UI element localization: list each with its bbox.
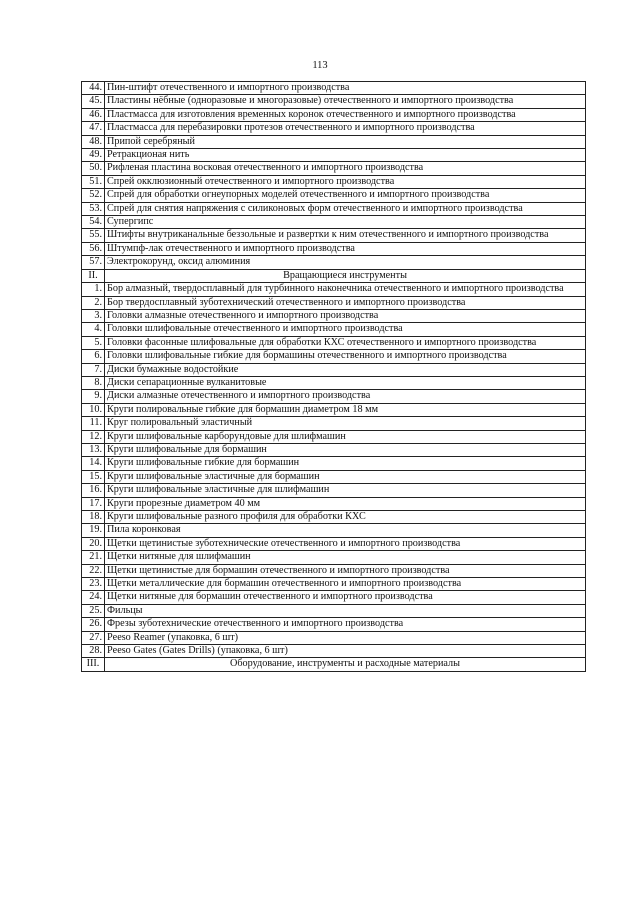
table-row (82, 511, 586, 524)
row-text: Щетки нитяные для шлифмашин (105, 551, 586, 564)
row-number: 48. (82, 135, 105, 148)
table-row (82, 256, 586, 269)
row-number: 18. (82, 511, 105, 524)
table-row (82, 430, 586, 443)
row-number: 49. (82, 149, 105, 162)
table-row (82, 376, 586, 389)
row-number: 28. (82, 645, 105, 658)
table-row (82, 591, 586, 604)
table-row (82, 604, 586, 617)
row-text: Пила коронковая (105, 524, 586, 537)
row-number: 51. (82, 175, 105, 188)
row-text: Диски бумажные водостойкие (105, 363, 586, 376)
table-row (82, 470, 586, 483)
table-row (82, 122, 586, 135)
row-number: 3. (82, 309, 105, 322)
row-text: Диски сепарационные вулканитовые (105, 376, 586, 389)
table-row (82, 202, 586, 215)
row-text: Спрей для обработки огнеупорных моделей отечественного и импортного производства (105, 189, 586, 202)
section-title: Оборудование, инструменты и расходные материалы (105, 658, 586, 671)
table-row (82, 390, 586, 403)
row-number: 15. (82, 470, 105, 483)
row-text: Головки шлифовальные отечественного и импортного производства (105, 323, 586, 336)
table-row (82, 229, 586, 242)
table-row (82, 350, 586, 363)
row-text: Супергипс (105, 216, 586, 229)
row-number: 5. (82, 336, 105, 349)
table-row (82, 336, 586, 349)
materials-table (81, 81, 586, 672)
row-number: 25. (82, 604, 105, 617)
row-number: 23. (82, 578, 105, 591)
row-number: 14. (82, 457, 105, 470)
page-number: 113 (312, 60, 328, 71)
row-number: 44. (82, 82, 105, 95)
row-number: 22. (82, 564, 105, 577)
row-text: Электрокорунд, оксид алюминия (105, 256, 586, 269)
row-text: Peeso Reamer (упаковка, 6 шт) (105, 631, 586, 644)
row-text: Штумпф-лак отечественного и импортного производства (105, 242, 586, 255)
table-row (82, 135, 586, 148)
table-row (82, 296, 586, 309)
row-text: Пин-штифт отечественного и импортного производства (105, 82, 586, 95)
row-number: 9. (82, 390, 105, 403)
table-row (82, 363, 586, 376)
row-text: Головки фасонные шлифовальные для обработки КХС отечественного и импортного производства (105, 336, 586, 349)
row-text: Пластмасса для перебазировки протезов отечественного и импортного производства (105, 122, 586, 135)
row-text: Припой серебряный (105, 135, 586, 148)
row-number: 16. (82, 484, 105, 497)
row-number: 20. (82, 537, 105, 550)
row-text: Круги шлифовальные эластичные для бормашин (105, 470, 586, 483)
table-row (82, 95, 586, 108)
table-row (82, 443, 586, 456)
row-number: 47. (82, 122, 105, 135)
row-text: Круги прорезные диаметром 40 мм (105, 497, 586, 510)
table-row (82, 175, 586, 188)
row-number: 52. (82, 189, 105, 202)
table-row (82, 149, 586, 162)
row-text: Щетки нитяные для бормашин отечественного и импортного производства (105, 591, 586, 604)
row-number: 10. (82, 403, 105, 416)
row-number: 1. (82, 283, 105, 296)
table-row (82, 216, 586, 229)
row-number: 27. (82, 631, 105, 644)
row-text: Щетки щетинистые для бормашин отечественного и импортного производства (105, 564, 586, 577)
row-number: 53. (82, 202, 105, 215)
row-text: Диски алмазные отечественного и импортного производства (105, 390, 586, 403)
table-row (82, 551, 586, 564)
row-number: 6. (82, 350, 105, 363)
section-title: Вращающиеся инструменты (105, 269, 586, 282)
table-row (82, 484, 586, 497)
table-row (82, 537, 586, 550)
row-number: 21. (82, 551, 105, 564)
row-text: Бор твердосплавный зуботехнический отечественного и импортного производства (105, 296, 586, 309)
row-text: Фрезы зуботехнические отечественного и импортного производства (105, 618, 586, 631)
row-text: Круги шлифовальные для бормашин (105, 443, 586, 456)
row-text: Пластины нёбные (одноразовые и многоразовые) отечественного и импортного производства (105, 95, 586, 108)
table-row (82, 189, 586, 202)
row-text: Круги шлифовальные карборундовые для шлифмашин (105, 430, 586, 443)
table-row (82, 283, 586, 296)
row-text: Штифты внутриканальные беззольные и развертки к ним отечественного и импортного производства (105, 229, 586, 242)
row-text: Круг полировальный эластичный (105, 417, 586, 430)
table-row (82, 323, 586, 336)
section-row (82, 269, 586, 282)
row-number: 46. (82, 108, 105, 121)
row-text: Щетки щетинистые зуботехнические отечественного и импортного производства (105, 537, 586, 550)
row-number: II. (82, 269, 105, 282)
row-text: Щетки металлические для бормашин отечественного и импортного производства (105, 578, 586, 591)
row-number: 8. (82, 376, 105, 389)
table-row (82, 631, 586, 644)
table-row (82, 645, 586, 658)
table-row (82, 497, 586, 510)
table-row (82, 82, 586, 95)
table-row (82, 242, 586, 255)
table-body (82, 82, 586, 672)
row-text: Пластмасса для изготовления временных коронок отечественного и импортного производства (105, 108, 586, 121)
table-row (82, 524, 586, 537)
row-number: 24. (82, 591, 105, 604)
row-number: 57. (82, 256, 105, 269)
table-row (82, 578, 586, 591)
row-number: 26. (82, 618, 105, 631)
row-text: Круги полировальные гибкие для бормашин диаметром 18 мм (105, 403, 586, 416)
row-number: 17. (82, 497, 105, 510)
row-text: Рифленая пластина восковая отечественного и импортного производства (105, 162, 586, 175)
row-number: 55. (82, 229, 105, 242)
table-row (82, 309, 586, 322)
table-row (82, 162, 586, 175)
row-text: Спрей для снятия напряжения с силиконовых форм отечественного и импортного производства (105, 202, 586, 215)
table-row (82, 417, 586, 430)
row-number: III. (82, 658, 105, 671)
row-number: 13. (82, 443, 105, 456)
row-text: Peeso Gates (Gates Drills) (упаковка, 6 шт) (105, 645, 586, 658)
table-row (82, 618, 586, 631)
table-row (82, 108, 586, 121)
row-number: 2. (82, 296, 105, 309)
row-text: Круги шлифовальные эластичные для шлифмашин (105, 484, 586, 497)
row-text: Бор алмазный, твердосплавный для турбинного наконечника отечественного и импортного производства (105, 283, 586, 296)
row-number: 4. (82, 323, 105, 336)
row-number: 12. (82, 430, 105, 443)
section-row (82, 658, 586, 671)
row-number: 45. (82, 95, 105, 108)
table-row (82, 403, 586, 416)
row-text: Круги шлифовальные гибкие для бормашин (105, 457, 586, 470)
row-text: Спрей окклюзионный отечественного и импортного производства (105, 175, 586, 188)
row-number: 56. (82, 242, 105, 255)
row-text: Головки шлифовальные гибкие для бормашины отечественного и импортного производства (105, 350, 586, 363)
row-number: 11. (82, 417, 105, 430)
row-text: Круги шлифовальные разного профиля для обработки КХС (105, 511, 586, 524)
row-text: Фильцы (105, 604, 586, 617)
row-number: 19. (82, 524, 105, 537)
table-row (82, 457, 586, 470)
row-text: Ретракционая нить (105, 149, 586, 162)
table-row (82, 564, 586, 577)
row-text: Головки алмазные отечественного и импортного производства (105, 309, 586, 322)
row-number: 50. (82, 162, 105, 175)
row-number: 54. (82, 216, 105, 229)
row-number: 7. (82, 363, 105, 376)
